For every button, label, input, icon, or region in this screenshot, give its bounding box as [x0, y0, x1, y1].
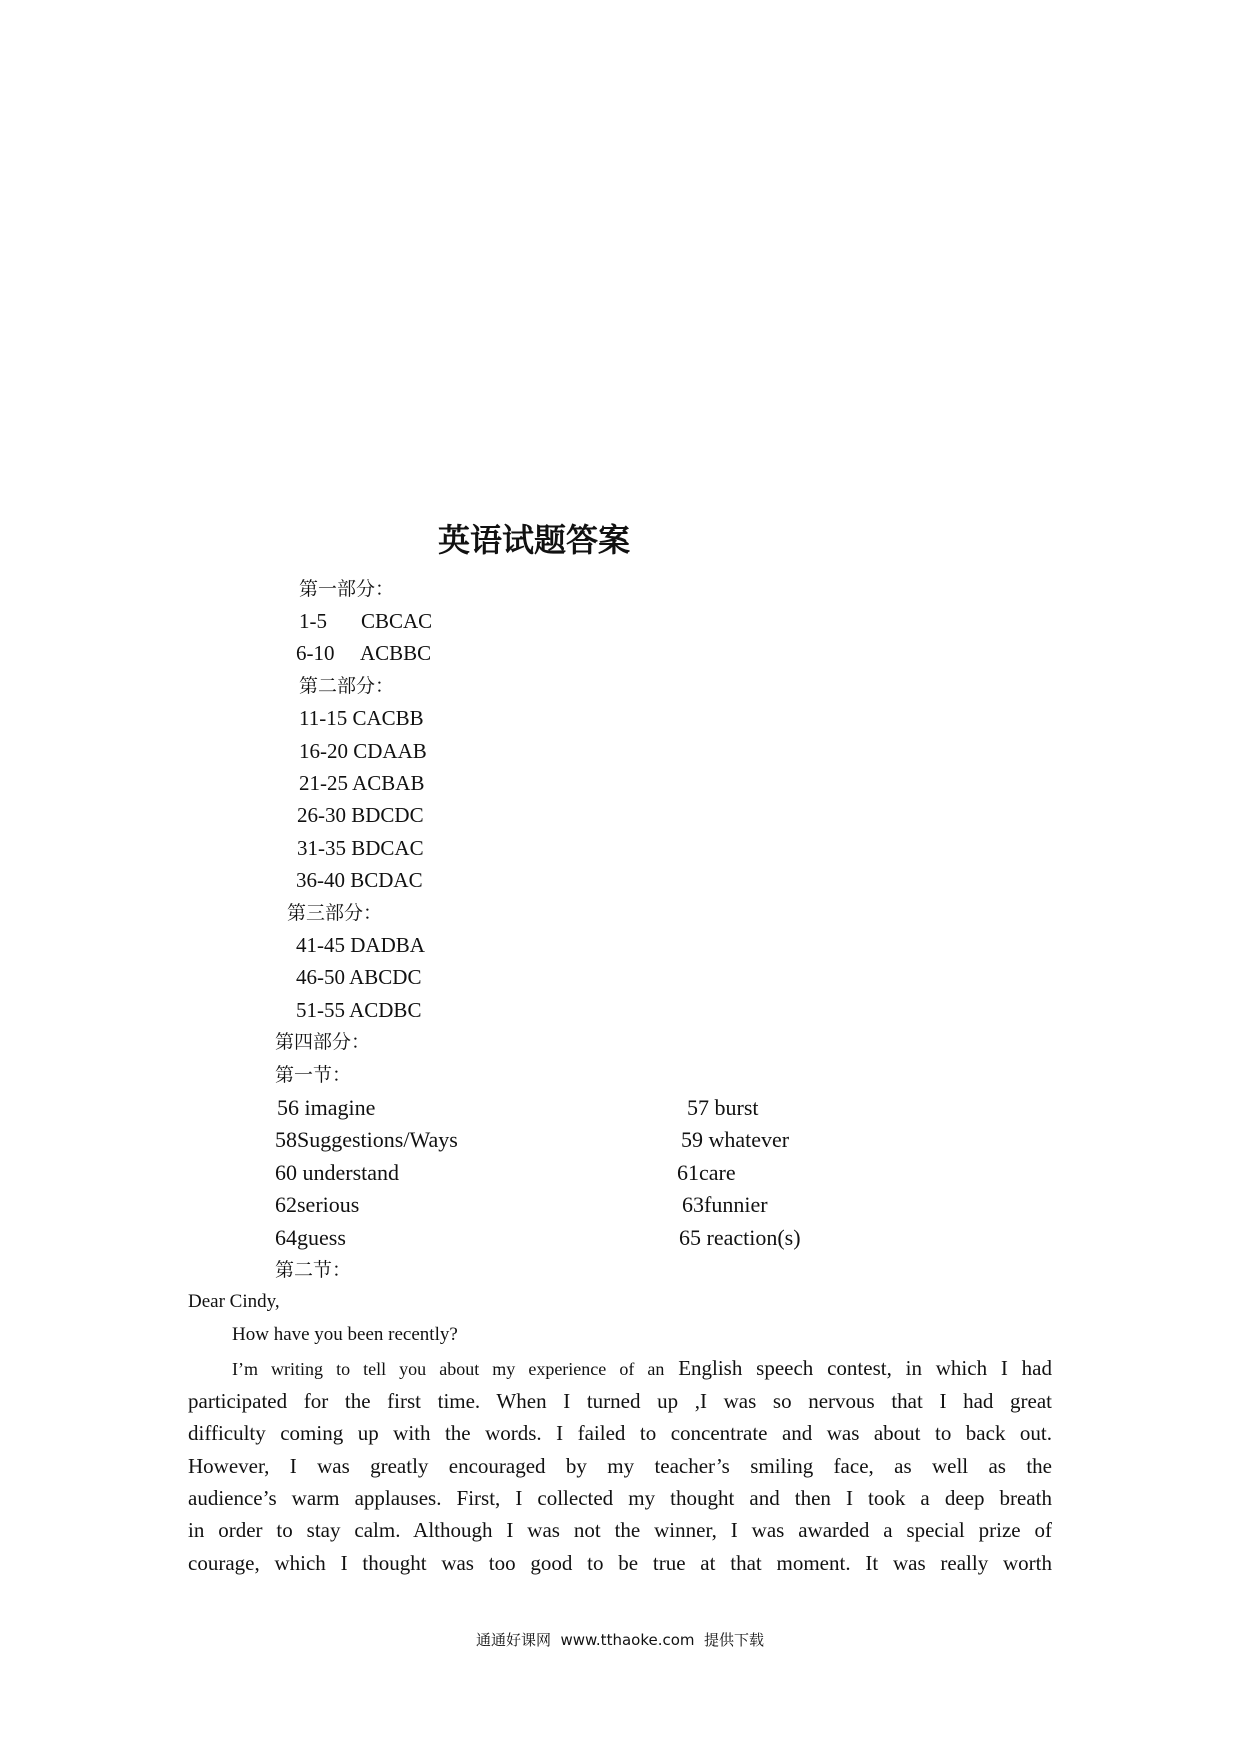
answer-row [299, 704, 424, 732]
fill-answer: 58Suggestions/Ways [275, 1127, 458, 1152]
section2-heading: 第二节： [275, 1259, 352, 1281]
fill-answer: 63funnier [682, 1192, 768, 1217]
answer-range: 26-30 [297, 803, 346, 827]
answer-row [296, 996, 421, 1024]
fill-answer: 56 imagine [277, 1095, 376, 1120]
page-title: 英语试题答案 [437, 521, 630, 559]
answer-letters: BDCDC [351, 803, 424, 827]
fill-answer: 60 understand [275, 1160, 400, 1185]
fill-answer: 57 burst [687, 1095, 759, 1120]
fill-answer: 64guess [275, 1225, 346, 1250]
part2-heading: 第二部分： [299, 675, 395, 697]
answer-letters: ACDBC [349, 998, 422, 1022]
answer-letters: BCDAC [350, 868, 423, 892]
answer-range: 36-40 [296, 868, 345, 892]
answer-row [299, 769, 424, 797]
answer-letters: ACBAB [352, 771, 425, 795]
answer-row [297, 834, 424, 862]
letter-line: audience’s warm applauses. First, I collected my thought and then I took a deep breath [188, 1486, 1052, 1510]
part4-heading: 第四部分： [275, 1031, 371, 1053]
answer-letters: CBCAC [361, 609, 433, 633]
fill-answer: 62serious [275, 1192, 360, 1217]
section1-heading: 第一节： [275, 1064, 352, 1086]
letter-line: However, I was greatly encouraged by my teacher’s smiling face, as well as the [188, 1454, 1052, 1478]
answer-letters: ACBBC [360, 641, 432, 665]
answer-range: 46-50 [296, 965, 345, 989]
answer-range: 16-20 [299, 739, 348, 763]
part1-heading: 第一部分： [299, 578, 395, 600]
letter-line: difficulty coming up with the words. I failed to concentrate and was about to back out. [188, 1421, 1052, 1445]
answer-range: 51-55 [296, 998, 345, 1022]
fill-answer: 65 reaction(s) [679, 1225, 801, 1250]
answer-row [296, 963, 421, 991]
page-footer: 通通好课网 www.tthaoke.com 提供下载 [475, 1631, 765, 1649]
letter-line: in order to stay calm. Although I was not the winner, I was awarded a special prize of [188, 1518, 1052, 1542]
answer-row [297, 801, 424, 829]
answer-range: 21-25 [299, 771, 348, 795]
answer-range: 31-35 [297, 836, 346, 860]
fill-answer: 59 whatever [681, 1127, 790, 1152]
letter-line: courage, which I thought was too good to be true at that moment. It was really worth [188, 1551, 1052, 1575]
answer-row [299, 737, 427, 765]
answer-row [296, 931, 425, 959]
letter-greeting: How have you been recently? [232, 1324, 458, 1345]
letter-line-part: English speech contest, in which I had [678, 1356, 1053, 1380]
answer-row [296, 866, 423, 894]
letter-salutation: Dear Cindy, [188, 1291, 280, 1312]
answer-letters: CACBB [352, 706, 424, 730]
answer-letters: DADBA [350, 933, 425, 957]
answer-letters: CDAAB [353, 739, 427, 763]
answer-range: 11-15 [299, 706, 348, 730]
answer-range: 41-45 [296, 933, 345, 957]
letter-line: participated for the first time. When I turned up ,I was so nervous that I had great [188, 1389, 1052, 1413]
answer-letters: BDCAC [351, 836, 424, 860]
answer-letters: ABCDC [349, 965, 422, 989]
letter-line [232, 1354, 1052, 1383]
letter-line-part: I’m writing to tell you about my experience of an [232, 1359, 665, 1379]
answer-range: 6-10 [296, 641, 335, 665]
answer-range: 1-5 [299, 609, 327, 633]
part3-heading: 第三部分： [287, 902, 383, 924]
fill-answer: 61care [677, 1160, 736, 1185]
